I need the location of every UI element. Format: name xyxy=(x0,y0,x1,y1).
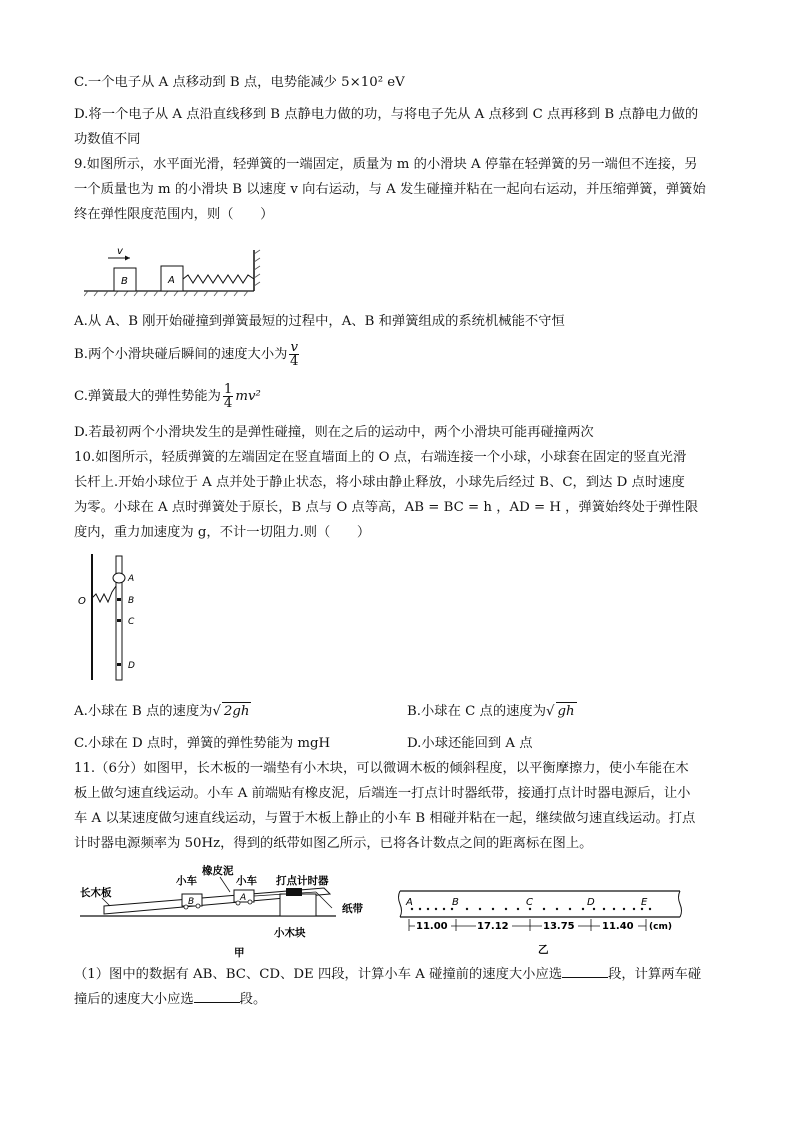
q9-option-b: B.两个小滑块碰后瞬间的速度大小为 $\frac{v}{4}$ xyxy=(74,340,299,369)
q10-option-d: D.小球还能回到 A 点 xyxy=(407,736,533,751)
q9-stem-line1: 9.如图所示，水平面光滑，轻弹簧的一端固定，质量为 m 的小滑块 A 停靠在轻弹簧的另一端但不连接，另 xyxy=(74,157,698,172)
q11-figure-a-caption: 甲 xyxy=(234,947,245,958)
q9-stem-line2: 一个质量也为 m 的小滑块 B 以速度 v 向右运动，与 A 发生碰撞并粘在一起向右运动，并压缩弹簧，弹簧始 xyxy=(74,182,706,197)
q11-stem-line1: 11.（6分）如图甲，长木板的一端垫有小木块，可以微调木板的倾斜程度，以平衡摩擦力，使小车能在木 xyxy=(74,761,689,776)
q11-point-e: E xyxy=(641,897,648,908)
q11-distance-cd: 13.75 xyxy=(543,921,575,932)
q11-stem-line4: 计时器电源频率为 50Hz，得到的纸带如图乙所示，已将各计数点之间的距离标在图上。 xyxy=(74,836,593,851)
q11-sub1-line2: 撞后的速度大小应选 段。 xyxy=(74,992,267,1007)
q9-option-b-fraction: $\frac{v}{4}$ xyxy=(289,340,299,369)
q11-block-label: 小木块 xyxy=(274,927,306,939)
q11-sub1-line1: （1）图中的数据有 AB、BC、CD、DE 四段，计算小车 A 碰撞前的速度大小应选 段，计算两车碰 xyxy=(74,967,702,982)
q10-option-b: B.小球在 C 点的速度为√ gh xyxy=(407,704,575,719)
q9-stem-line3: 终在弹性限度范围内，则（ ） xyxy=(74,207,274,222)
q10-stem-line1: 10.如图所示，轻质弹簧的左端固定在竖直墙面上的 O 点，右端连接一个小球，小球套在固定的竖直光滑 xyxy=(74,450,687,465)
q11-timer-label: 打点计时器 xyxy=(276,875,329,887)
q11-car-a-letter: A xyxy=(240,893,247,903)
q11-figure-a xyxy=(80,860,380,958)
q11-stem-line3: 车 A 以某速度做匀速直线运动，与置于木板上静止的小车 B 相碰并粘在一起，继续做匀速直线运动。打点 xyxy=(74,811,696,826)
q11-timer xyxy=(286,888,302,896)
q11-distance-bc: 17.12 xyxy=(477,921,509,932)
q10-stem-line3: 为零。小球在 A 点时弹簧处于原长，B 点与 O 点等高，AB = BC = h ，AD = H ，弹簧始终处于弹性限 xyxy=(74,500,699,515)
q11-point-c: C xyxy=(526,897,533,908)
q11-answer-blank-2[interactable] xyxy=(194,990,240,1003)
q10-spring xyxy=(92,586,116,602)
q11-answer-blank-1[interactable] xyxy=(562,965,608,978)
q11-distance-de: 11.40 xyxy=(602,921,634,932)
q10-label-d: D xyxy=(128,661,135,671)
q10-ball xyxy=(113,573,125,583)
q11-tape-label: 纸带 xyxy=(342,903,363,915)
q9-block-b-label: B xyxy=(121,276,128,287)
q11-figure-b-caption: 乙 xyxy=(538,944,549,956)
q9-spring xyxy=(183,275,254,283)
q10-label-c: C xyxy=(128,617,135,627)
q9-figure xyxy=(84,236,270,300)
q11-distance-unit: (cm) xyxy=(649,922,672,932)
q11-board-label: 长木板 xyxy=(80,887,112,899)
q10-figure xyxy=(76,552,150,684)
q10-label-a: A xyxy=(128,574,135,584)
q11-car-b-letter: B xyxy=(188,897,195,907)
q11-car-a-label: 小车 xyxy=(236,875,257,887)
q9-option-c: C.弹簧最大的弹性势能为 $\frac{1}{4}$ mv² xyxy=(74,382,261,411)
q11-point-d: D xyxy=(587,897,595,908)
q11-small-block xyxy=(280,894,316,916)
q11-stem-line2: 板上做匀速直线运动。小车 A 前端贴有橡皮泥，后端连一打点计时器纸带，接通打点计时器电源后，让小 xyxy=(74,786,691,801)
q8-option-c: C.一个电子从 A 点移动到 B 点，电势能减少 5×10² eV xyxy=(74,75,405,90)
q10-stem-line2: 长杆上.开始小球位于 A 点并处于静止状态，将小球由静止释放，小球先后经过 B、C，到达 D 点时速度 xyxy=(74,475,685,490)
q11-distance-ab: 11.00 xyxy=(416,921,448,932)
q9-block-a-label: A xyxy=(168,275,175,286)
q11-tape-dots xyxy=(411,908,651,910)
q11-point-b: B xyxy=(452,897,459,908)
q11-point-a: A xyxy=(406,897,413,908)
q10-option-c: C.小球在 D 点时，弹簧的弹性势能为 mgH xyxy=(74,736,331,751)
q10-label-b: B xyxy=(128,596,135,606)
q11-putty-label: 橡皮泥 xyxy=(202,865,234,877)
q11-figure-b xyxy=(396,885,686,957)
q10-label-o: O xyxy=(78,596,86,607)
q8-option-d-line1: D.将一个电子从 A 点沿直线移到 B 点静电力做的功，与将电子先从 A 点移到 C 点再移到 B 点静电力做的 xyxy=(74,107,699,122)
q9-option-d: D.若最初两个小滑块发生的是弹性碰撞，则在之后的运动中，两个小滑块可能再碰撞两次 xyxy=(74,425,594,440)
q11-car-b-label: 小车 xyxy=(176,875,197,887)
q8-option-d-line2: 功数值不同 xyxy=(74,132,141,147)
q10-stem-line4: 度内，重力加速度为 g，不计一切阻力.则（ ） xyxy=(74,525,371,540)
q9-velocity-label: v xyxy=(117,246,123,257)
q9-option-c-fraction: $\frac{1}{4}$ xyxy=(223,382,233,411)
q10-option-a: A.小球在 B 点的速度为√ 2gh xyxy=(74,704,250,719)
q9-option-a: A.从 A、B 刚开始碰撞到弹簧最短的过程中，A、B 和弹簧组成的系统机械能不守恒 xyxy=(74,314,565,329)
